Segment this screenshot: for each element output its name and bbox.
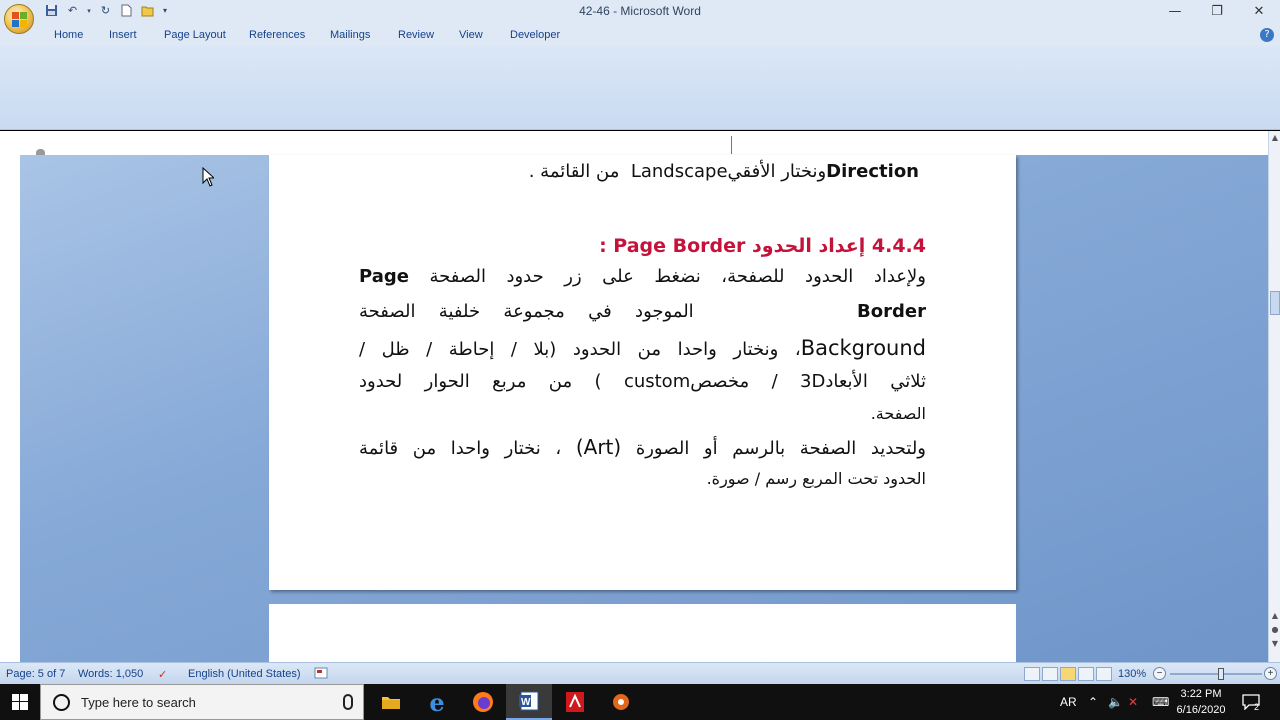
search-placeholder: Type here to search bbox=[81, 695, 196, 710]
draft-icon[interactable] bbox=[1096, 667, 1112, 681]
page-count[interactable]: Page: 5 of 7 bbox=[6, 668, 66, 680]
tab-references[interactable]: References bbox=[249, 29, 306, 41]
redo-icon[interactable]: ↻ bbox=[100, 4, 111, 17]
macro-recording-icon[interactable] bbox=[314, 667, 328, 682]
browse-object-icon[interactable]: ● bbox=[1271, 625, 1279, 634]
next-document-page[interactable] bbox=[269, 604, 1016, 662]
tab-insert[interactable]: Insert bbox=[109, 29, 137, 41]
tab-view[interactable]: View bbox=[459, 29, 483, 41]
taskbar-search[interactable] bbox=[40, 684, 364, 720]
para1-line2: Border الموجود في مجموعة خلفية الصفحة bbox=[359, 301, 926, 322]
tab-page-layout[interactable]: Page Layout bbox=[164, 29, 226, 41]
firefox-icon[interactable] bbox=[460, 684, 506, 720]
outline-icon[interactable] bbox=[1078, 667, 1094, 681]
file-explorer-icon[interactable] bbox=[368, 684, 414, 720]
para1-line4: ثلاثي الأبعاد3D / مخصصcustom ) من مربع الحوار لحدود bbox=[359, 371, 926, 392]
tab-developer[interactable]: Developer bbox=[510, 29, 561, 41]
edge-browser-icon[interactable]: e bbox=[429, 687, 445, 717]
ribbon-body bbox=[0, 46, 1280, 130]
view-buttons bbox=[1024, 667, 1112, 681]
previous-page-icon[interactable]: ▲ bbox=[1271, 611, 1279, 620]
zoom-out-icon[interactable]: − bbox=[1153, 667, 1166, 680]
minimize-button[interactable]: — bbox=[1168, 3, 1182, 19]
tab-home[interactable]: Home bbox=[54, 29, 84, 41]
zoom-level[interactable]: 130% bbox=[1118, 668, 1147, 680]
section-heading: 4.4.4 إعداد الحدود Page Border : bbox=[599, 235, 926, 257]
status-bar bbox=[0, 662, 1280, 684]
taskbar bbox=[0, 684, 1280, 720]
zoom-in-icon[interactable]: + bbox=[1264, 667, 1277, 680]
mouse-pointer-icon bbox=[202, 167, 214, 187]
undo-dropdown-icon[interactable]: ▾ bbox=[87, 6, 91, 15]
show-hidden-icons[interactable]: ⌃ bbox=[1088, 695, 1099, 709]
tab-review[interactable]: Review bbox=[398, 29, 435, 41]
full-screen-reading-icon[interactable] bbox=[1042, 667, 1058, 681]
document-page[interactable] bbox=[269, 155, 1016, 590]
ruler-area bbox=[0, 131, 1268, 155]
text-cursor-marker bbox=[731, 136, 732, 154]
clock-date: 6/16/2020 bbox=[1176, 704, 1226, 716]
ribbon-tabs bbox=[0, 24, 1280, 46]
action-center-icon[interactable] bbox=[1242, 684, 1259, 720]
help-icon[interactable]: ? bbox=[1260, 28, 1274, 42]
cortana-icon bbox=[53, 694, 70, 711]
word-count[interactable]: Words: 1,050 bbox=[78, 668, 144, 680]
proofing-icon[interactable]: ✓ bbox=[158, 669, 168, 681]
office-button[interactable] bbox=[4, 4, 34, 34]
para1-line5: الصفحة. bbox=[870, 404, 926, 423]
network-icon[interactable]: ✕ bbox=[1128, 695, 1139, 709]
windows-logo-icon bbox=[12, 694, 28, 710]
volume-icon[interactable]: 🔈 bbox=[1108, 695, 1123, 709]
left-margin bbox=[0, 131, 20, 662]
clock-time: 3:22 PM bbox=[1180, 688, 1222, 700]
para2-line1: ولتحديد الصفحة بالرسم أو الصورة (Art) ، نختار واحدا من قائمة bbox=[359, 435, 926, 459]
customize-qat-icon[interactable]: ▾ bbox=[162, 6, 167, 15]
window-controls bbox=[1154, 0, 1280, 22]
next-page-icon[interactable]: ▼ bbox=[1271, 639, 1279, 648]
para1-line3: Background، ونختار واحدا من الحدود (بلا / إحاطة / ظل / bbox=[359, 336, 926, 360]
window-title: 42-46 - Microsoft Word bbox=[579, 4, 701, 18]
para2-line2: الحدود تحت المربع رسم / صورة. bbox=[706, 469, 926, 488]
close-button[interactable]: ✕ bbox=[1253, 3, 1265, 19]
keyboard-icon[interactable]: ⌨ bbox=[1152, 695, 1170, 709]
word-app-icon[interactable] bbox=[506, 684, 552, 720]
taskbar-clock[interactable] bbox=[1170, 686, 1232, 718]
title-bar bbox=[0, 0, 1280, 24]
notification-count: 2 bbox=[1254, 702, 1260, 712]
zoom-slider-thumb[interactable] bbox=[1218, 668, 1224, 680]
para1-line1: ولإعداد الحدود للصفحة، نضغط على زر حدود الصفحة Page bbox=[359, 266, 926, 287]
svg-text:W: W bbox=[521, 697, 531, 708]
undo-icon[interactable]: ↶ bbox=[67, 4, 78, 17]
scroll-thumb[interactable] bbox=[1270, 291, 1280, 315]
scroll-up-icon[interactable]: ▲ bbox=[1271, 133, 1279, 142]
acrobat-icon[interactable] bbox=[552, 684, 598, 720]
vertical-scrollbar[interactable] bbox=[1268, 131, 1280, 662]
input-language[interactable]: AR bbox=[1060, 695, 1077, 709]
web-layout-icon[interactable] bbox=[1060, 667, 1076, 681]
restore-button[interactable]: ❐ bbox=[1211, 3, 1223, 19]
office-logo-icon bbox=[12, 12, 27, 27]
start-button[interactable] bbox=[0, 684, 40, 720]
microphone-icon[interactable] bbox=[343, 694, 353, 710]
recorder-app-icon[interactable] bbox=[598, 684, 644, 720]
language-indicator[interactable]: English (United States) bbox=[188, 668, 301, 680]
tab-mailings[interactable]: Mailings bbox=[330, 29, 371, 41]
doc-line-direction: Directionونختار الأفقي‎ Landscape من القائمة . bbox=[528, 161, 919, 182]
print-layout-icon[interactable] bbox=[1024, 667, 1040, 681]
zoom-slider[interactable] bbox=[1170, 673, 1262, 675]
